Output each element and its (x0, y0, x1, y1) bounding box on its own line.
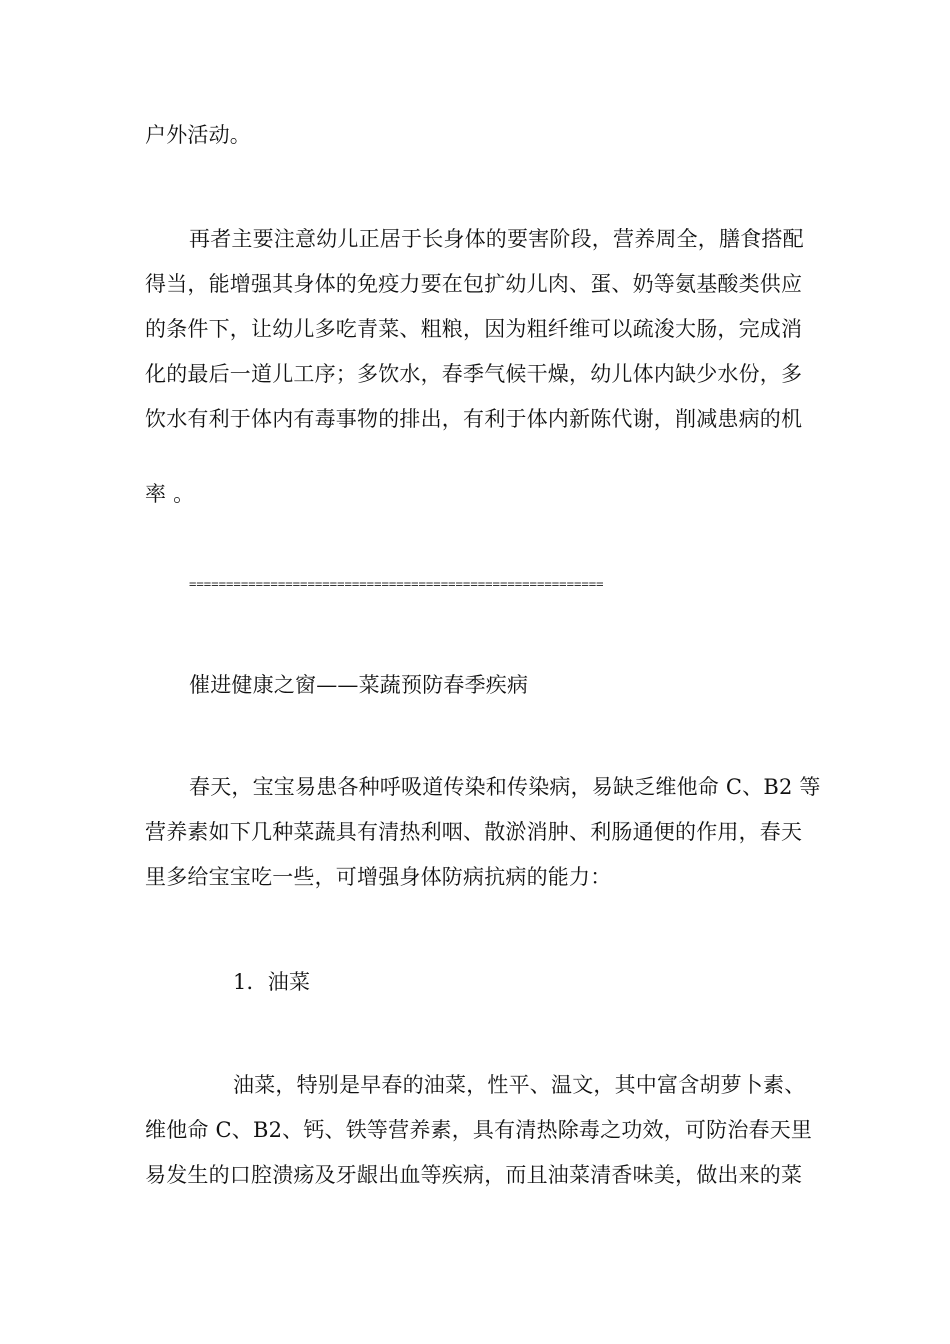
paragraph-spring-line-3: 里多给宝宝吃一些，可增强身体防病抗病的能力： (145, 865, 612, 889)
section-title: 催进健康之窗——菜蔬预防春季疾病 (189, 673, 529, 697)
paragraph-diet-line-1: 再者主要注意幼儿正居于长身体的要害阶段，营养周全，膳食搭配 (189, 227, 804, 251)
paragraph-diet-line-5: 饮水有利于体内有毒事物的排出，有利于体内新陈代谢，削减患病的机 (145, 407, 803, 431)
paragraph-rapeseed-line-3: 易发生的口腔溃疡及牙龈出血等疾病，而且油菜清香味美，做出来的菜 (145, 1163, 803, 1187)
item-heading-rapeseed: 1．油菜 (233, 970, 311, 994)
paragraph-rapeseed-line-2: 维他命 C、B2、钙、铁等营养素，具有清热除毒之功效，可防治春天里 (145, 1118, 813, 1142)
paragraph-spring-line-2: 营养素如下几种菜蔬具有清热利咽、散淤消肿、利肠通便的作用，春天 (145, 820, 803, 844)
paragraph-continuation: 户外活动。 (145, 123, 251, 147)
paragraph-diet-line-2: 得当，能增强其身体的免疫力要在包扩幼儿肉、蛋、奶等氨基酸类供应 (145, 272, 803, 296)
paragraph-spring-line-1: 春天，宝宝易患各种呼吸道传染和传染病，易缺乏维他命 C、B2 等 (189, 775, 821, 799)
paragraph-rapeseed-line-1: 油菜，特别是早春的油菜，性平、温文，其中富含胡萝卜素、 (233, 1073, 806, 1097)
paragraph-diet-line-4: 化的最后一道儿工序；多饮水，春季气候干燥，幼儿体内缺少水份，多 (145, 362, 803, 386)
paragraph-diet-line-6: 率 。 (145, 482, 195, 506)
paragraph-diet-line-3: 的条件下，让幼儿多吃青菜、粗粮，因为粗纤维可以疏浚大肠，完成消 (145, 317, 803, 341)
section-separator: ======================================================== (189, 577, 604, 591)
